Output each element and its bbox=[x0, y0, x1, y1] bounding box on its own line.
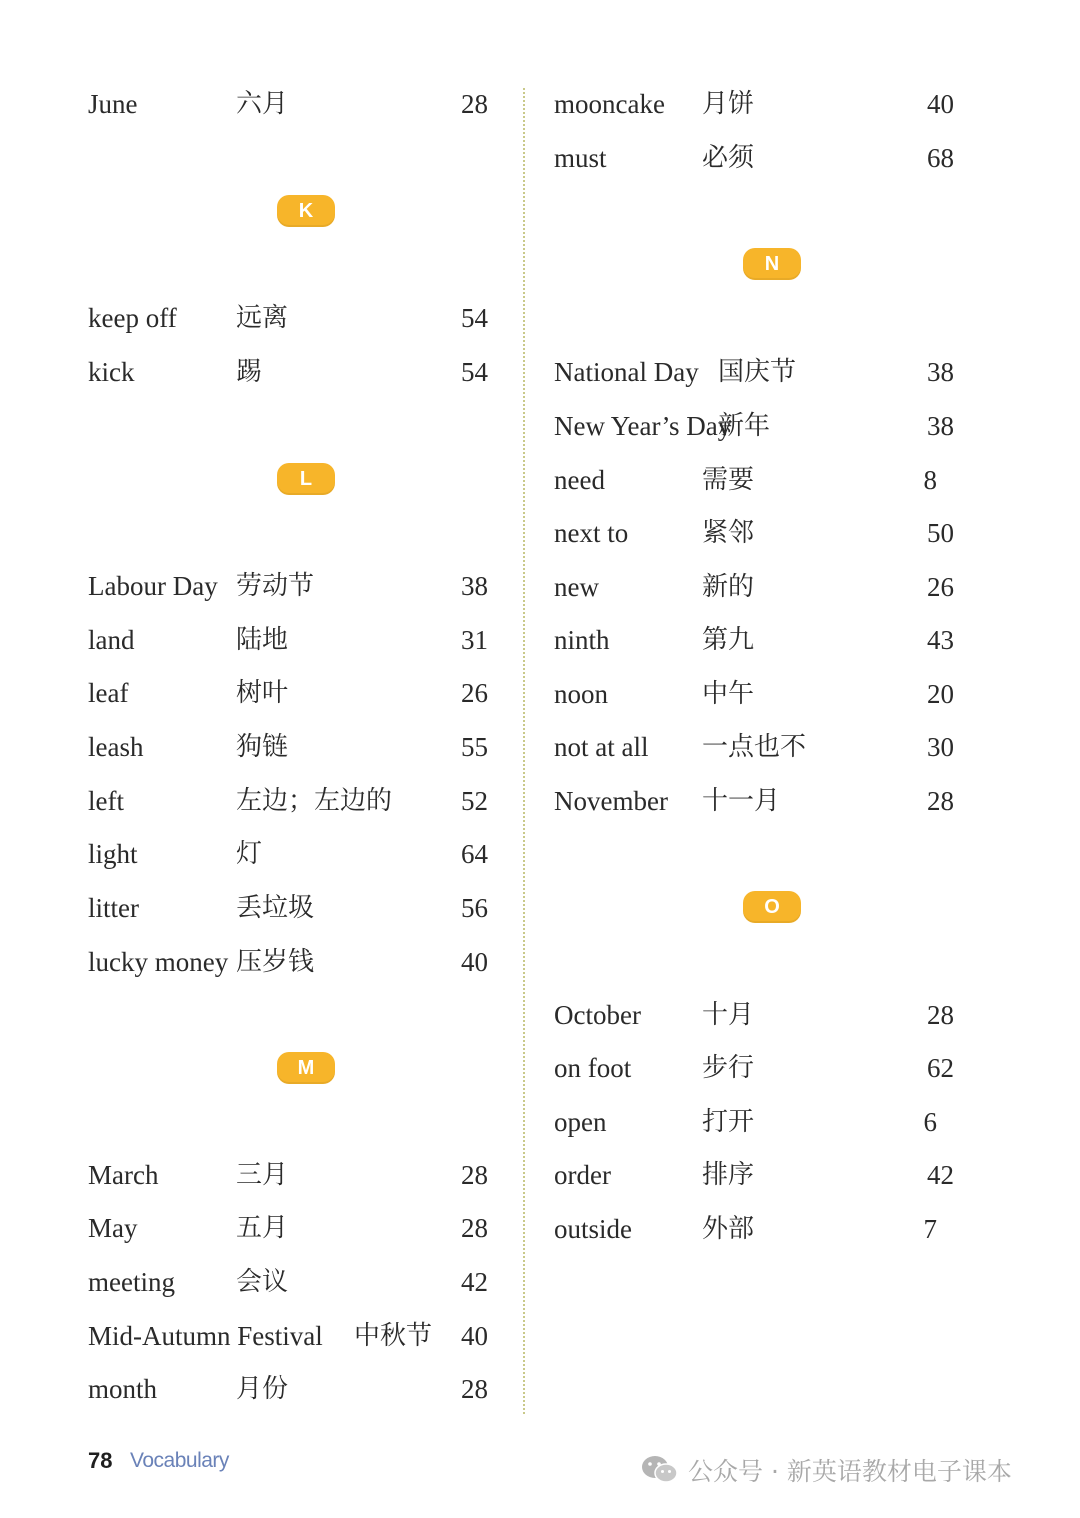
vocab-chinese: 新的 bbox=[702, 572, 755, 602]
vocab-chinese: 第九 bbox=[702, 625, 755, 655]
vocab-page-number: 42 bbox=[927, 1160, 954, 1190]
vocab-entry bbox=[554, 781, 954, 821]
vocab-english: Mid-Autumn Festival bbox=[88, 1321, 323, 1351]
vocab-english: new bbox=[554, 572, 599, 602]
vocab-english: not at all bbox=[554, 732, 649, 762]
vocab-page-number: 38 bbox=[927, 357, 954, 387]
vocab-page-number: 68 bbox=[927, 143, 954, 173]
vocab-chinese: 中秋节 bbox=[354, 1321, 433, 1351]
letter-badge-k: K bbox=[277, 195, 335, 227]
vocab-page-number: 8 bbox=[923, 465, 937, 495]
vocab-chinese: 月饼 bbox=[702, 89, 755, 119]
vocab-page-number: 26 bbox=[461, 678, 488, 708]
vocab-page-number: 28 bbox=[927, 1000, 954, 1030]
vocab-chinese: 打开 bbox=[702, 1107, 755, 1137]
vocab-english: ninth bbox=[554, 625, 610, 655]
vocab-entry bbox=[88, 352, 488, 392]
vocab-entry bbox=[88, 673, 488, 713]
vocab-english: on foot bbox=[554, 1053, 632, 1083]
vocab-entry bbox=[88, 1155, 488, 1195]
vocab-page-number: 40 bbox=[461, 1321, 488, 1351]
vocab-chinese: 新年 bbox=[718, 411, 771, 441]
vocab-chinese: 三月 bbox=[236, 1160, 289, 1190]
vocab-english: order bbox=[554, 1160, 611, 1190]
vocab-english: must bbox=[554, 143, 607, 173]
vocab-entry bbox=[554, 674, 954, 714]
letter-badge-n: N bbox=[743, 248, 801, 280]
vocab-english: land bbox=[88, 625, 135, 655]
vocab-page-number: 42 bbox=[461, 1267, 488, 1297]
vocab-page-number: 31 bbox=[461, 625, 488, 655]
vocab-page-number: 28 bbox=[461, 1160, 488, 1190]
vocab-entry bbox=[88, 888, 488, 928]
vocab-page-number: 54 bbox=[461, 357, 488, 387]
vocab-chinese: 月份 bbox=[236, 1374, 289, 1404]
vocab-entry bbox=[88, 1369, 488, 1409]
vocab-entry bbox=[554, 406, 954, 446]
vocab-chinese: 十月 bbox=[702, 1000, 755, 1030]
vocab-page-number: 7 bbox=[923, 1214, 937, 1244]
vocab-english: month bbox=[88, 1374, 158, 1404]
vocab-chinese: 外部 bbox=[702, 1214, 755, 1244]
vocab-page-number: 43 bbox=[927, 625, 954, 655]
vocab-page-number: 54 bbox=[461, 303, 488, 333]
vocab-chinese: 左边；左边的 bbox=[236, 786, 393, 816]
vocab-chinese: 树叶 bbox=[236, 678, 289, 708]
vocab-entry bbox=[88, 620, 488, 660]
vocab-page-number: 56 bbox=[461, 893, 488, 923]
vocab-english: meeting bbox=[88, 1267, 175, 1297]
vocab-page-number: 28 bbox=[461, 1374, 488, 1404]
vocab-entry bbox=[88, 727, 488, 767]
vocab-entry bbox=[554, 460, 954, 500]
vocab-english: November bbox=[554, 786, 668, 816]
vocab-page-number: 26 bbox=[927, 572, 954, 602]
vocab-entry bbox=[88, 781, 488, 821]
vocab-page-number: 30 bbox=[927, 732, 954, 762]
vocab-english: National Day bbox=[554, 357, 699, 387]
vocab-chinese: 劳动节 bbox=[236, 571, 315, 601]
vocab-entry bbox=[88, 834, 488, 874]
letter-badge-m: M bbox=[277, 1052, 335, 1084]
vocab-page-number: 28 bbox=[461, 89, 488, 119]
letter-badge-l: L bbox=[277, 463, 335, 495]
vocab-english: leaf bbox=[88, 678, 129, 708]
letter-badge-o: O bbox=[743, 891, 801, 923]
vocab-entry bbox=[554, 1102, 954, 1142]
vocab-chinese: 陆地 bbox=[236, 625, 289, 655]
vocab-chinese: 六月 bbox=[236, 89, 289, 119]
vocab-english: left bbox=[88, 786, 124, 816]
vocab-entry bbox=[554, 567, 954, 607]
vocab-page-number: 38 bbox=[461, 571, 488, 601]
vocab-english: leash bbox=[88, 732, 144, 762]
vocab-entry bbox=[88, 942, 488, 982]
vocab-english: mooncake bbox=[554, 89, 665, 119]
watermark-text: 公众号 · 新英语教材电子课本 bbox=[688, 1457, 1012, 1486]
page-number: 78 bbox=[88, 1448, 113, 1473]
vocab-chinese: 一点也不 bbox=[702, 732, 807, 762]
vocab-entry bbox=[88, 298, 488, 338]
vocab-entry bbox=[554, 352, 954, 392]
vocab-english: next to bbox=[554, 518, 629, 548]
vocab-chinese: 需要 bbox=[702, 465, 755, 495]
vocab-english: need bbox=[554, 465, 605, 495]
vocab-english: March bbox=[88, 1160, 159, 1190]
vocab-page-number: 64 bbox=[461, 839, 488, 869]
vocab-english: May bbox=[88, 1213, 138, 1243]
vocab-chinese: 踢 bbox=[236, 357, 263, 387]
vocab-entry bbox=[88, 84, 488, 124]
vocab-page-number: 62 bbox=[927, 1053, 954, 1083]
vocab-english: June bbox=[88, 89, 138, 119]
vocab-entry bbox=[554, 620, 954, 660]
vocab-entry bbox=[88, 566, 488, 606]
vocab-entry bbox=[554, 727, 954, 767]
vocab-english: kick bbox=[88, 357, 135, 387]
vocab-entry bbox=[554, 513, 954, 553]
vocab-chinese: 紧邻 bbox=[702, 518, 755, 548]
vocab-english: light bbox=[88, 839, 138, 869]
vocab-english: outside bbox=[554, 1214, 632, 1244]
vocab-page-number: 52 bbox=[461, 786, 488, 816]
vocab-english: Labour Day bbox=[88, 571, 218, 601]
vocab-entry bbox=[554, 1155, 954, 1195]
vocab-chinese: 国庆节 bbox=[718, 357, 797, 387]
vocab-chinese: 必须 bbox=[702, 143, 755, 173]
vocab-page-number: 50 bbox=[927, 518, 954, 548]
vocab-chinese: 步行 bbox=[702, 1053, 755, 1083]
vocab-chinese: 排序 bbox=[702, 1160, 755, 1190]
vocab-chinese: 压岁钱 bbox=[236, 947, 315, 977]
vocab-page-number: 28 bbox=[461, 1213, 488, 1243]
vocab-chinese: 灯 bbox=[236, 839, 263, 869]
vocab-english: lucky money bbox=[88, 947, 229, 977]
vocab-chinese: 会议 bbox=[236, 1267, 289, 1297]
vocab-chinese: 五月 bbox=[236, 1213, 289, 1243]
vocab-english: October bbox=[554, 1000, 641, 1030]
vocab-chinese: 中午 bbox=[702, 679, 755, 709]
vocab-entry bbox=[554, 138, 954, 178]
vocab-entry bbox=[88, 1316, 488, 1356]
vocab-page-number: 20 bbox=[927, 679, 954, 709]
vocab-chinese: 远离 bbox=[236, 303, 289, 333]
vocab-page-number: 38 bbox=[927, 411, 954, 441]
vocab-entry bbox=[88, 1262, 488, 1302]
wechat-icon bbox=[640, 1454, 680, 1486]
section-title: Vocabulary bbox=[130, 1449, 229, 1472]
vocab-page-number: 40 bbox=[927, 89, 954, 119]
vocab-english: New Year’s Day bbox=[554, 411, 732, 441]
vocab-chinese: 丢垃圾 bbox=[236, 893, 315, 923]
vocab-page-number: 28 bbox=[927, 786, 954, 816]
vocab-entry bbox=[554, 1209, 954, 1249]
vocab-page-number: 55 bbox=[461, 732, 488, 762]
vocab-english: litter bbox=[88, 893, 139, 923]
vocab-entry bbox=[554, 995, 954, 1035]
vocab-entry bbox=[554, 1048, 954, 1088]
column-divider bbox=[523, 88, 525, 1414]
vocab-page-number: 6 bbox=[923, 1107, 937, 1137]
vocab-english: noon bbox=[554, 679, 608, 709]
vocab-chinese: 十一月 bbox=[702, 786, 781, 816]
vocab-english: keep off bbox=[88, 303, 177, 333]
vocab-english: open bbox=[554, 1107, 607, 1137]
vocab-page-number: 40 bbox=[461, 947, 488, 977]
vocab-entry bbox=[88, 1208, 488, 1248]
vocab-chinese: 狗链 bbox=[236, 732, 289, 762]
vocab-entry bbox=[554, 84, 954, 124]
watermark bbox=[640, 1450, 1012, 1490]
